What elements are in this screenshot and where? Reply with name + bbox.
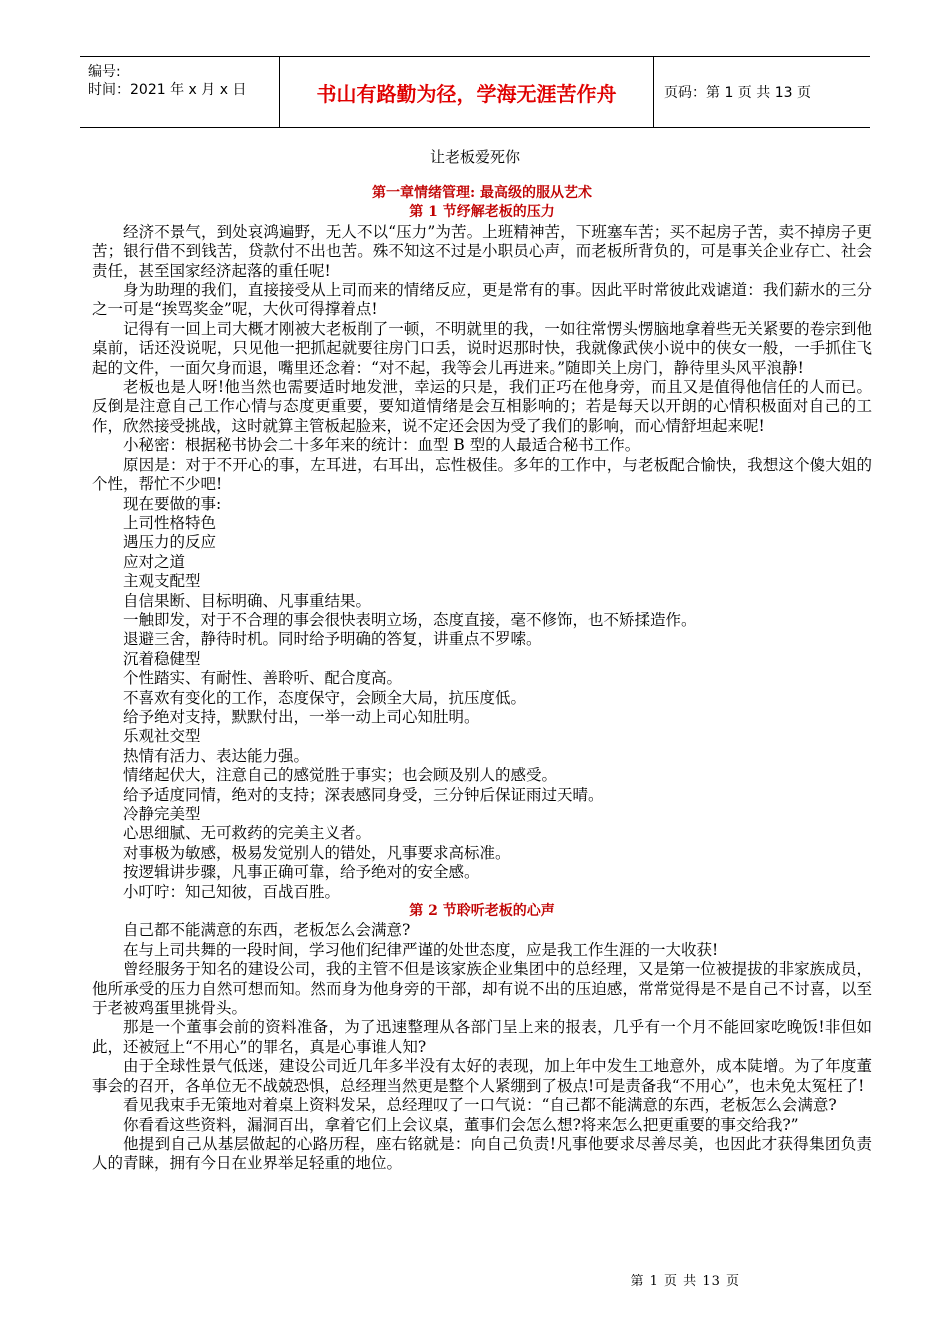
paragraph: 乐观社交型: [123, 727, 201, 746]
paragraph: 看见我束手无策地对着桌上资料发呆，总经理叹了一口气说：“自己都不能满意的东西，老板怎么会满意?: [123, 1096, 837, 1115]
paragraph: 一触即发，对于不合理的事会很快表明立场，态度直接，毫不修饰，也不矫揉造作。: [123, 610, 697, 629]
paragraph: 曾经服务于知名的建设公司，我的主管不但是该家族企业集团中的总经理，又是第一位被提拔的非家族成员，他所承受的压力自然可想而知。然而身为他身旁的干部，却有说不出的压迫感，常常觉得是不是自己不讨喜，以至于老被鸡蛋里挑骨头。: [92, 960, 872, 1018]
section-1-body: [92, 223, 872, 902]
paragraph: 由于全球性景气低迷，建设公司近几年多半没有太好的表现，加上年中发生工地意外，成本陡增。为了年度董事会的召开，各单位无不战兢恐惧，总经理当然更是整个人紧绷到了极点!可是责备我“不用心”，也未免太冤枉了!: [92, 1057, 872, 1095]
paragraph: 按逻辑讲步骤，凡事正确可靠，给予绝对的安全感。: [123, 863, 480, 882]
paragraph: 不喜欢有变化的工作，态度保守，会顾全大局，抗压度低。: [123, 688, 527, 707]
document-body: [92, 184, 872, 1174]
document-title: 让老板爱死你: [429, 148, 520, 166]
paragraph: 自信果断、目标明确、凡事重结果。: [123, 591, 372, 610]
paragraph: 冷静完美型: [123, 805, 201, 823]
paragraph: 对事极为敏感，极易发觉别人的错处，凡事要求高标准。: [123, 843, 511, 862]
paragraph: 小叮咛：知己知彼，百战百胜。: [123, 882, 341, 901]
section-heading: 第 1 节纾解老板的压力: [409, 204, 555, 221]
paragraph: 他提到自己从基层做起的心路历程，座右铭就是：向自己负责!凡事他要求尽善尽美，也因此才获得集团负责人的青睐，拥有今日在业界举足轻重的地位。: [92, 1134, 872, 1173]
paragraph: 上司性格特色: [123, 513, 217, 532]
paragraph: 情绪起伏大，注意自己的感觉胜于事实；也会顾及别人的感受。: [123, 766, 558, 785]
paragraph: 给予绝对支持，默默付出，一举一动上司心知肚明。: [123, 707, 480, 726]
paragraph: 原因是：对于不开心的事，左耳进，右耳出，忘性极佳。多年的工作中，与老板配合愉快，我想这个傻大姐的个性，帮忙不少吧!: [92, 455, 872, 494]
document-time: 时间：2021 年 x 月 x 日: [88, 82, 247, 98]
paragraph: 在与上司共舞的一段时间，学习他们纪律严谨的处世态度，应是我工作生涯的一大收获!: [123, 940, 719, 959]
paragraph: 应对之道: [123, 552, 186, 571]
paragraph: 现在要做的事:: [123, 494, 222, 513]
paragraph: 个性踏实、有耐性、善聆听、配合度高。: [123, 669, 403, 688]
paragraph: 给予适度同情，绝对的支持；深表感同身受，三分钟后保证雨过天晴。: [123, 785, 604, 804]
paragraph: 身为助理的我们，直接接受从上司而来的情绪反应，更是常有的事。因此平时常彼此戏谑道：我们薪水的三分之一可是“挨骂奖金”呢，大伙可得撑着点!: [92, 281, 872, 319]
document-number-label: 编号:: [88, 64, 121, 80]
paragraph: 你看看这些资料，漏洞百出，拿着它们上会议桌，董事们会怎么想?将来怎么把更重要的事交给我?”: [123, 1115, 799, 1134]
paragraph: 记得有一回上司大概才刚被大老板削了一顿，不明就里的我，一如往常愣头愣脑地拿着些无关紧要的卷宗到他桌前，话还没说呢，只见他一把抓起就要往房门口丢，说时迟那时快，我就像武侠小说中的侠女一般，一手抓住飞起的文件，一面欠身而退，嘴里还念着：“对不起，我等会儿再进来。”随即关上房门，静待里头风平浪静!: [92, 319, 872, 377]
paragraph: 小秘密：根据秘书协会二十多年来的统计：血型 B 型的人最适合秘书工作。: [123, 436, 641, 455]
section-2-body: [92, 921, 872, 1173]
paragraph: 退避三舍，静待时机。同时给予明确的答复，讲重点不罗嗦。: [123, 630, 542, 649]
paragraph: 经济不景气，到处哀鸿遍野，无人不以“压力”为苦。上班精神苦，下班塞车苦；买不起房子苦，卖不掉房子更苦；银行借不到钱苦，贷款付不出也苦。殊不知这不过是小职员心声，而老板所背负的，可是事关企业存亡、社会责任，甚至国家经济起落的重任呢!: [92, 222, 872, 280]
document-header: [80, 56, 870, 128]
paragraph: 沉着稳健型: [123, 649, 201, 668]
header-meta-cell: [80, 57, 280, 127]
section-heading: 第 2 节聆听老板的心声: [409, 903, 555, 920]
paragraph: 老板也是人呀!他当然也需要适时地发泄，幸运的只是，我们正巧在他身旁，而且又是值得他信任的人而已。反倒是注意自己工作心情与态度更重要，要知道情绪是会互相影响的；若是每天以开朗的心情积极面对自己的工作，欣然接受挑战，这时就算主管板起脸来，说不定还会因为受了我们的影响，而心情舒坦起来呢!: [92, 378, 872, 435]
header-motto: 书山有路勤为径，学海无涯苦作舟: [280, 57, 654, 127]
page-footer: 第 1 页 共 13 页: [630, 1274, 740, 1289]
paragraph: 遇压力的反应: [123, 533, 217, 552]
chapter-heading: 第一章情绪管理: 最高级的服从艺术: [371, 185, 593, 201]
paragraph: 心思细腻、无可救药的完美主义者。: [123, 824, 372, 843]
paragraph: 主观支配型: [123, 572, 201, 591]
paragraph: 那是一个董事会前的资料准备，为了迅速整理从各部门呈上来的报表，几乎有一个月不能回家吃晚饭!非但如此，还被冠上“不用心”的罪名，真是心事谁人知?: [92, 1018, 872, 1056]
paragraph: 热情有活力、表达能力强。: [123, 746, 310, 765]
paragraph: 自己都不能满意的东西，老板怎么会满意?: [123, 921, 411, 940]
header-page-info: 页码：第 1 页 共 13 页: [664, 85, 811, 101]
